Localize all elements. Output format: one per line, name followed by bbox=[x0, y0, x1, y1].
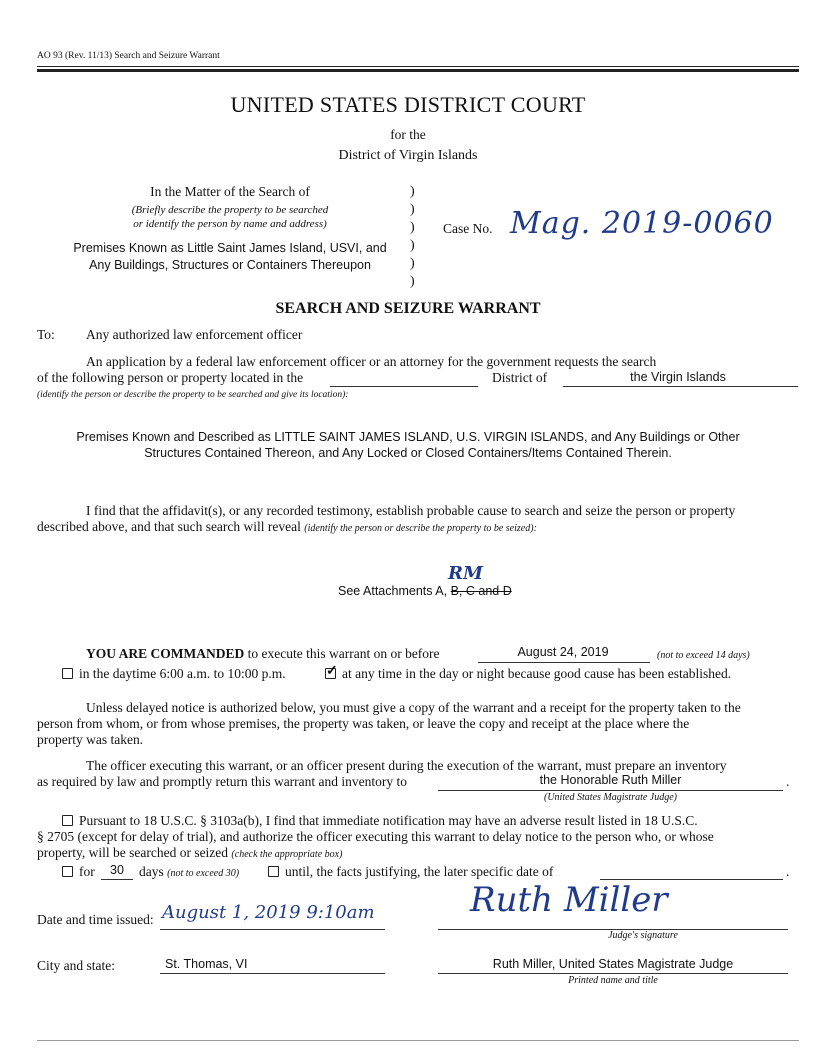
until-text: until, the facts justifying, the later specific date of bbox=[285, 864, 554, 879]
to-text: Any authorized law enforcement officer bbox=[86, 327, 303, 342]
paren: ) bbox=[410, 256, 415, 271]
delay-checkbox[interactable] bbox=[62, 815, 73, 826]
commanded-note: (not to exceed 14 days) bbox=[657, 650, 750, 661]
delay-line1 bbox=[62, 813, 698, 829]
until-period: . bbox=[786, 864, 790, 879]
anytime-label: at any time in the day or night because good cause has been established. bbox=[342, 666, 732, 681]
district-blank bbox=[330, 386, 478, 387]
for-label: for bbox=[79, 864, 95, 879]
delay-text: Pursuant to 18 U.S.C. § 3103a(b), I find that immediate notification may have an adverse result listed in 18 U.S.C. bbox=[79, 813, 698, 828]
delay-line2: § 2705 (except for delay of trial), and authorize the officer executing this warrant to delay notice to the person who, or whose bbox=[37, 829, 714, 844]
finding-line1: I find that the affidavit(s), or any recorded testimony, establish probable cause to search and seize the person or property bbox=[86, 503, 736, 518]
issued-label: Date and time issued: bbox=[37, 912, 154, 927]
matter-premises-2: Any Buildings, Structures or Containers Thereupon bbox=[89, 258, 371, 272]
inventory-judge-line bbox=[438, 790, 783, 791]
days-label: days bbox=[139, 864, 164, 879]
for-the: for the bbox=[390, 127, 426, 142]
attachments-struck: B, C and D bbox=[450, 584, 512, 598]
district-name: District of Virgin Islands bbox=[338, 148, 478, 163]
inventory-period: . bbox=[786, 774, 790, 789]
matter-premises-1: Premises Known as Little Saint James Island, USVI, and bbox=[73, 241, 387, 255]
signature-caption: Judge's signature bbox=[608, 930, 678, 941]
commanded-date-line bbox=[478, 662, 650, 663]
application-line2: of the following person or property located in the bbox=[37, 370, 304, 385]
delay-line3-text: property, will be searched or seized bbox=[37, 845, 229, 860]
notice-line2: person from whom, or from whose premises, the property was taken, or leave the copy and receipt at the place where the bbox=[37, 716, 690, 731]
case-label: Case No. bbox=[443, 221, 493, 236]
anytime-option[interactable] bbox=[325, 666, 731, 682]
district-of-label: District of bbox=[492, 370, 548, 385]
district-value-line bbox=[563, 386, 798, 387]
matter-instruction-1: (Briefly describe the property to be searched bbox=[131, 204, 329, 216]
commanded-bold: YOU ARE COMMANDED bbox=[86, 646, 245, 661]
notice-line3: property was taken. bbox=[37, 732, 144, 747]
issued-line bbox=[160, 929, 385, 930]
premises-description-1: Premises Known and Described as LITTLE SAINT JAMES ISLAND, U.S. VIRGIN ISLANDS, and Any Buildings or Other bbox=[76, 430, 740, 444]
issued-value: August 1, 2019 9:10am bbox=[162, 902, 375, 923]
daytime-option[interactable] bbox=[62, 666, 286, 682]
city-label: City and state: bbox=[37, 958, 115, 973]
application-instruction: (identify the person or describe the property to be searched and give its location): bbox=[37, 390, 349, 400]
paren: ) bbox=[410, 238, 415, 253]
paren: ) bbox=[410, 202, 415, 217]
matter-instruction-2: or identify the person by name and address) bbox=[133, 218, 327, 230]
printed-name-line bbox=[438, 973, 788, 974]
anytime-checkbox[interactable] bbox=[325, 668, 336, 679]
days-label-wrap bbox=[139, 864, 239, 880]
district-value: the Virgin Islands bbox=[630, 370, 726, 384]
header-rule-thin bbox=[37, 66, 799, 67]
finding-line2 bbox=[37, 519, 537, 535]
judge-signature: Ruth Miller bbox=[470, 880, 668, 920]
finding-line2-text: described above, and that such search will reveal bbox=[37, 519, 301, 534]
attachments-text: See Attachments A, bbox=[338, 584, 448, 598]
commanded-line bbox=[86, 646, 440, 662]
paren: ) bbox=[410, 184, 415, 199]
city-line bbox=[160, 973, 385, 974]
delay-line3 bbox=[37, 845, 342, 861]
delay-line3-instruction: (check the appropriate box) bbox=[231, 849, 343, 860]
warrant-title: SEARCH AND SEIZURE WARRANT bbox=[275, 300, 541, 317]
matter-heading: In the Matter of the Search of bbox=[150, 184, 310, 199]
printed-caption: Printed name and title bbox=[568, 975, 658, 986]
city-value: St. Thomas, VI bbox=[165, 957, 248, 971]
paren: ) bbox=[410, 220, 415, 235]
days-checkbox[interactable] bbox=[62, 866, 73, 877]
commanded-date: August 24, 2019 bbox=[517, 645, 609, 659]
inventory-judge: the Honorable Ruth Miller bbox=[539, 773, 682, 787]
inventory-line2: as required by law and promptly return this warrant and inventory to bbox=[37, 774, 408, 789]
until-checkbox[interactable] bbox=[268, 866, 279, 877]
inventory-line1: The officer executing this warrant, or an officer present during the execution of the warrant, must prepare an inventory bbox=[86, 758, 727, 773]
days-value: 30 bbox=[110, 863, 124, 877]
to-label: To: bbox=[37, 327, 55, 342]
premises-description-2: Structures Contained Thereon, and Any Locked or Closed Containers/Items Contained Therein. bbox=[144, 446, 672, 460]
header-rule-thick bbox=[37, 69, 799, 72]
form-id: AO 93 (Rev. 11/13) Search and Seizure Warrant bbox=[37, 51, 220, 61]
daytime-label: in the daytime 6:00 a.m. to 10:00 p.m. bbox=[79, 666, 286, 681]
daytime-checkbox[interactable] bbox=[62, 668, 73, 679]
days-option[interactable] bbox=[62, 864, 95, 880]
until-option[interactable] bbox=[268, 864, 553, 880]
paren: ) bbox=[410, 274, 415, 289]
commanded-text: to execute this warrant on or before bbox=[247, 646, 440, 661]
case-number: Mag. 2019-0060 bbox=[510, 206, 774, 241]
application-line1: An application by a federal law enforcement officer or an attorney for the government requests the search bbox=[86, 354, 657, 369]
days-note: (not to exceed 30) bbox=[167, 868, 240, 879]
footer-rule bbox=[37, 1040, 799, 1041]
days-line bbox=[101, 879, 133, 880]
inventory-caption: (United States Magistrate Judge) bbox=[543, 792, 678, 803]
finding-line2-instruction: (identify the person or describe the property to be seized): bbox=[304, 523, 537, 534]
printed-name: Ruth Miller, United States Magistrate Judge bbox=[492, 957, 734, 971]
notice-line1: Unless delayed notice is authorized below, you must give a copy of the warrant and a receipt for the property taken to the bbox=[86, 700, 741, 715]
attachments-initials: RM bbox=[448, 563, 483, 584]
court-name: UNITED STATES DISTRICT COURT bbox=[230, 92, 586, 117]
attachments bbox=[338, 584, 512, 598]
